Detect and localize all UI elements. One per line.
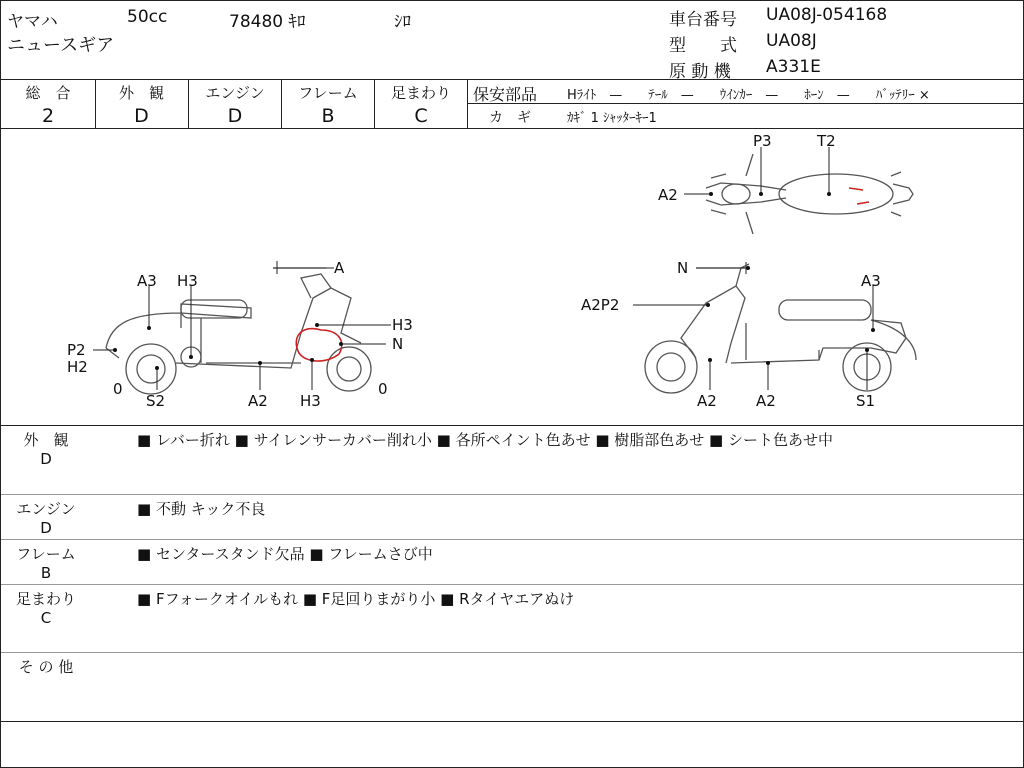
section-exterior-grade: D: [40, 450, 52, 468]
section-exterior-text: ■ レバー折れ ■ サイレンサーカバー削れ小 ■ 各所ペイント色あせ ■ 樹脂部色あせ ■ シート色あせ中: [137, 431, 834, 449]
type-value: UA08J: [766, 31, 817, 51]
section-exterior-title: 外 観: [23, 431, 69, 449]
grade-exterior: 外 観 D: [95, 80, 189, 128]
frame-no: UA08J-054168: [766, 5, 888, 25]
label-t2: T2: [817, 132, 836, 150]
color: ｼﾛ: [394, 12, 411, 32]
label-a-left: A: [334, 259, 345, 277]
label-a2-right-1: A2: [697, 392, 717, 410]
label-h2-left: H2: [67, 358, 88, 376]
section-engine-text: ■ 不動 キック不良: [137, 500, 266, 518]
displacement: 50cc: [127, 7, 168, 27]
leader-lines: [93, 147, 873, 390]
section-frame-grade: B: [40, 564, 52, 582]
diagram-labels: [67, 132, 881, 410]
safety-items: Hﾗｲﾄ — ﾃｰﾙ — ｳｲﾝｶｰ — ﾎｰﾝ — ﾊﾞｯﾃﾘｰ ×: [567, 88, 930, 103]
label-h3-left-bottom: H3: [300, 392, 321, 410]
key-value: ｶｷﾞ 1 ｼｬｯﾀｰｷｰ1: [567, 111, 657, 126]
label-n-right: N: [677, 259, 689, 277]
key-label: カ ギ: [489, 110, 531, 126]
label-a3-left: A3: [137, 272, 157, 290]
damage-diagram: [1, 128, 1023, 424]
section-frame-text: ■ センタースタンド欠品 ■ フレームさび中: [137, 545, 433, 563]
label-a2-left: A2: [248, 392, 268, 410]
label-h3-left-top: H3: [177, 272, 198, 290]
section-other-title: そ の 他: [18, 658, 74, 676]
section-engine-title: エンジン: [16, 500, 76, 518]
safety-label: 保安部品: [473, 85, 538, 104]
type-label: 型 式: [669, 36, 737, 56]
scooter-top-view: [706, 154, 913, 234]
label-s2-left: S2: [146, 392, 166, 410]
maker: ヤマハ: [7, 12, 58, 32]
label-0-left-front: 0: [113, 380, 123, 398]
label-n-left: N: [392, 335, 404, 353]
mileage: 78480 ｷﾛ: [229, 12, 306, 32]
section-suspension-grade: C: [40, 609, 52, 627]
label-0-left-rear: 0: [378, 380, 388, 398]
label-a2p2-right: A2P2: [581, 296, 620, 314]
section-engine-grade: D: [40, 519, 52, 537]
label-a3-right: A3: [861, 272, 881, 290]
section-suspension-text: ■ Fフォークオイルもれ ■ F足回りまがり小 ■ Rタイヤエアぬけ: [137, 590, 575, 608]
grade-engine: エンジン D: [189, 80, 282, 128]
label-a2-top: A2: [658, 186, 678, 204]
engine-value: A331E: [766, 57, 821, 77]
label-a2-right-2: A2: [756, 392, 776, 410]
model-name: ニュースギア: [7, 35, 115, 56]
frame-no-label: 車台番号: [669, 10, 737, 30]
section-suspension-title: 足まわり: [15, 590, 76, 608]
grade-suspension: 足まわり C: [375, 80, 468, 128]
label-p2-left: P2: [67, 341, 86, 359]
engine-label: 原 動 機: [669, 62, 731, 82]
grade-overall: 総 合 2: [1, 80, 96, 128]
section-frame-title: フレーム: [16, 545, 76, 563]
damage-marks: [296, 188, 869, 361]
label-h3-left-mid: H3: [392, 316, 413, 334]
label-p3: P3: [753, 132, 772, 150]
grade-row: [1, 79, 1023, 129]
grade-frame: フレーム B: [282, 80, 375, 128]
label-s1-right: S1: [856, 392, 876, 410]
